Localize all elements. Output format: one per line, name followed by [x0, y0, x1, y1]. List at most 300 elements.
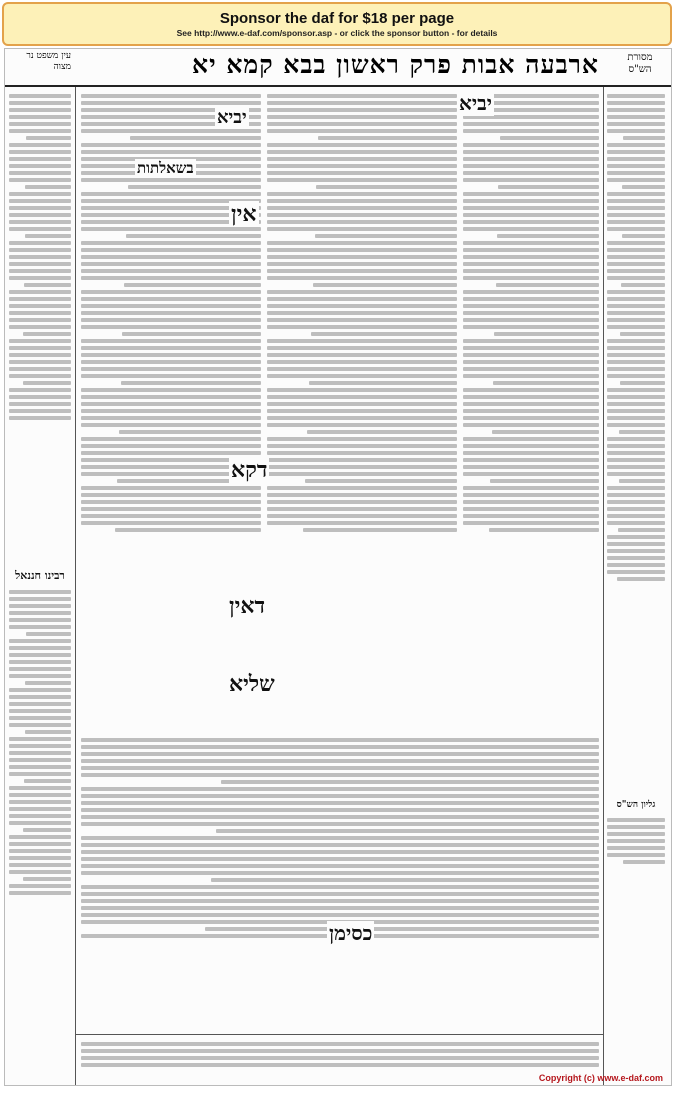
text-line — [267, 269, 457, 273]
text-line — [267, 465, 457, 469]
text-line — [617, 577, 665, 581]
text-line — [81, 150, 261, 154]
text-line — [81, 787, 599, 791]
text-line — [25, 234, 72, 238]
text-line — [115, 528, 261, 532]
footer-commentary — [81, 1039, 599, 1079]
text-line — [463, 220, 599, 224]
text-line — [9, 94, 71, 98]
text-line — [463, 276, 599, 280]
text-line — [607, 367, 665, 371]
text-line — [9, 590, 71, 594]
text-line — [607, 213, 665, 217]
text-line — [463, 451, 599, 455]
text-line — [9, 374, 71, 378]
page-header — [5, 49, 671, 87]
text-line — [607, 556, 665, 560]
text-line — [9, 835, 71, 839]
text-line — [81, 395, 261, 399]
text-line — [81, 367, 261, 371]
text-line — [81, 101, 261, 105]
text-line — [81, 808, 599, 812]
text-line — [607, 206, 665, 210]
text-line — [623, 860, 665, 864]
text-line — [267, 297, 457, 301]
text-line — [463, 206, 599, 210]
text-line — [607, 262, 665, 266]
text-line — [23, 332, 71, 336]
text-line — [267, 150, 457, 154]
text-line — [81, 409, 261, 413]
text-line — [9, 891, 71, 895]
text-line — [9, 604, 71, 608]
text-line — [9, 248, 71, 252]
text-line — [607, 115, 665, 119]
text-line — [463, 290, 599, 294]
text-line — [9, 751, 71, 755]
text-line — [463, 164, 599, 168]
text-line — [607, 402, 665, 406]
text-line — [267, 458, 457, 462]
text-line — [311, 332, 457, 336]
text-line — [607, 444, 665, 448]
text-line — [81, 493, 261, 497]
text-line — [267, 129, 457, 133]
text-line — [267, 437, 457, 441]
text-line — [9, 625, 71, 629]
text-line — [9, 772, 71, 776]
text-line — [81, 276, 261, 280]
text-line — [9, 737, 71, 741]
text-line — [607, 500, 665, 504]
text-line — [607, 164, 665, 168]
text-line — [267, 423, 457, 427]
text-line — [23, 381, 71, 385]
text-line — [623, 136, 665, 140]
text-line — [267, 451, 457, 455]
text-line — [267, 241, 457, 245]
text-line — [267, 374, 457, 378]
text-line — [267, 444, 457, 448]
text-line — [463, 178, 599, 182]
text-line — [463, 171, 599, 175]
text-line — [81, 1063, 599, 1067]
text-line — [81, 752, 599, 756]
text-line — [607, 311, 665, 315]
text-line — [607, 825, 665, 829]
text-line — [463, 157, 599, 161]
text-line — [620, 381, 665, 385]
text-line — [607, 839, 665, 843]
text-line — [9, 360, 71, 364]
text-line — [9, 611, 71, 615]
text-line — [267, 115, 457, 119]
text-line — [9, 129, 71, 133]
heading-dein: דאין — [229, 593, 266, 619]
text-line — [618, 528, 665, 532]
text-line — [607, 94, 665, 98]
text-line — [607, 192, 665, 196]
text-line — [494, 332, 599, 336]
text-line — [498, 185, 599, 189]
text-line — [463, 192, 599, 196]
text-line — [211, 878, 600, 882]
text-line — [9, 814, 71, 818]
text-line — [607, 521, 665, 525]
text-line — [9, 206, 71, 210]
text-line — [463, 248, 599, 252]
rashi-column — [463, 91, 599, 727]
text-line — [607, 304, 665, 308]
right-margin-rule — [603, 87, 604, 1086]
text-line — [81, 514, 261, 518]
text-line — [607, 395, 665, 399]
text-line — [607, 325, 665, 329]
sponsor-banner[interactable] — [2, 2, 672, 46]
text-line — [607, 493, 665, 497]
text-line — [81, 507, 261, 511]
text-line — [267, 213, 457, 217]
text-line — [607, 248, 665, 252]
text-line — [9, 688, 71, 692]
text-line — [607, 220, 665, 224]
text-line — [267, 493, 457, 497]
text-line — [607, 346, 665, 350]
text-line — [81, 290, 261, 294]
text-line — [9, 143, 71, 147]
heading-bishalot: בשאלתות — [137, 159, 194, 177]
text-line — [9, 346, 71, 350]
text-line — [9, 744, 71, 748]
text-line — [463, 423, 599, 427]
text-line — [463, 227, 599, 231]
tosafot-lower-block — [81, 735, 599, 1031]
text-line — [463, 297, 599, 301]
text-line — [9, 395, 71, 399]
text-line — [463, 318, 599, 322]
text-line — [81, 913, 599, 917]
text-line — [9, 723, 71, 727]
talmud-page — [4, 48, 672, 1086]
text-line — [81, 745, 599, 749]
text-line — [607, 227, 665, 231]
text-line — [9, 800, 71, 804]
text-line — [9, 318, 71, 322]
text-line — [128, 185, 261, 189]
tosafot-column — [81, 91, 261, 727]
text-line — [607, 339, 665, 343]
text-line — [124, 283, 261, 287]
text-line — [607, 388, 665, 392]
text-line — [607, 297, 665, 301]
text-line — [9, 863, 71, 867]
text-line — [607, 129, 665, 133]
text-line — [267, 367, 457, 371]
text-line — [607, 108, 665, 112]
text-line — [463, 360, 599, 364]
text-line — [607, 171, 665, 175]
text-line — [9, 108, 71, 112]
text-line — [492, 430, 599, 434]
footer-rule — [76, 1034, 603, 1035]
text-line — [607, 353, 665, 357]
text-line — [81, 451, 261, 455]
text-line — [26, 136, 71, 140]
text-line — [81, 444, 261, 448]
text-line — [463, 493, 599, 497]
text-line — [607, 255, 665, 259]
text-line — [267, 402, 457, 406]
text-line — [9, 157, 71, 161]
text-line — [81, 836, 599, 840]
gilyon-hashas-column — [607, 815, 665, 885]
text-line — [305, 479, 457, 483]
text-line — [607, 451, 665, 455]
text-line — [81, 241, 261, 245]
text-line — [267, 192, 457, 196]
text-line — [463, 213, 599, 217]
text-line — [463, 465, 599, 469]
text-line — [25, 185, 71, 189]
text-line — [9, 597, 71, 601]
text-line — [267, 178, 457, 182]
text-line — [463, 458, 599, 462]
text-line — [463, 367, 599, 371]
text-line — [9, 667, 71, 671]
text-line — [81, 500, 261, 504]
text-line — [81, 262, 261, 266]
text-line — [621, 283, 665, 287]
text-line — [81, 850, 599, 854]
text-line — [267, 206, 457, 210]
heading-yaviya-1: יביא — [459, 91, 492, 115]
text-line — [9, 388, 71, 392]
text-line — [81, 346, 261, 350]
text-line — [216, 829, 599, 833]
text-line — [607, 276, 665, 280]
text-line — [9, 339, 71, 343]
text-line — [607, 101, 665, 105]
text-line — [463, 255, 599, 259]
text-line — [463, 472, 599, 476]
rabbeinu-chananel-column — [9, 587, 71, 1027]
text-line — [81, 374, 261, 378]
text-line — [607, 143, 665, 147]
text-line — [81, 339, 261, 343]
text-line — [81, 178, 261, 182]
text-line — [267, 290, 457, 294]
text-line — [23, 828, 71, 832]
text-line — [9, 409, 71, 413]
text-line — [463, 374, 599, 378]
text-line — [81, 143, 261, 147]
heading-yaviya-2: יביא — [217, 107, 247, 128]
ein-mishpat-column — [9, 91, 71, 561]
text-line — [463, 129, 599, 133]
text-line — [619, 479, 665, 483]
text-line — [9, 325, 71, 329]
text-line — [463, 339, 599, 343]
text-line — [81, 227, 261, 231]
text-line — [9, 101, 71, 105]
text-line — [463, 409, 599, 413]
text-line — [463, 395, 599, 399]
text-line — [267, 353, 457, 357]
text-line — [81, 486, 261, 490]
text-line — [607, 269, 665, 273]
text-line — [267, 507, 457, 511]
text-line — [496, 283, 599, 287]
text-line — [463, 444, 599, 448]
text-line — [489, 528, 599, 532]
text-line — [81, 388, 261, 392]
text-line — [81, 1049, 599, 1053]
text-line — [81, 822, 599, 826]
text-line — [81, 759, 599, 763]
text-line — [607, 563, 665, 567]
text-line — [9, 115, 71, 119]
text-line — [81, 311, 261, 315]
heading-kesimon: כסימן — [329, 921, 373, 945]
text-line — [9, 807, 71, 811]
text-line — [607, 472, 665, 476]
text-line — [607, 423, 665, 427]
text-line — [607, 157, 665, 161]
sponsor-banner-subtitle: See http://www.e-daf.com/sponsor.asp - or click the sponsor button - for details — [176, 28, 498, 38]
text-line — [81, 297, 261, 301]
text-line — [267, 346, 457, 350]
text-line — [81, 843, 599, 847]
text-line — [267, 255, 457, 259]
text-line — [267, 500, 457, 504]
text-line — [81, 325, 261, 329]
text-line — [81, 815, 599, 819]
text-line — [607, 514, 665, 518]
text-line — [267, 122, 457, 126]
text-line — [607, 199, 665, 203]
text-line — [267, 521, 457, 525]
text-line — [9, 262, 71, 266]
text-line — [607, 486, 665, 490]
text-line — [267, 248, 457, 252]
text-line — [607, 549, 665, 553]
text-line — [607, 818, 665, 822]
text-line — [9, 793, 71, 797]
text-line — [81, 864, 599, 868]
text-line — [607, 832, 665, 836]
text-line — [81, 885, 599, 889]
text-line — [81, 1042, 599, 1046]
text-line — [9, 695, 71, 699]
text-line — [9, 821, 71, 825]
text-line — [622, 185, 665, 189]
text-line — [9, 122, 71, 126]
text-line — [9, 884, 71, 888]
text-line — [267, 472, 457, 476]
text-line — [309, 381, 457, 385]
text-line — [9, 311, 71, 315]
text-line — [9, 674, 71, 678]
text-line — [81, 871, 599, 875]
text-line — [267, 262, 457, 266]
text-line — [267, 143, 457, 147]
text-line — [607, 465, 665, 469]
text-line — [81, 437, 261, 441]
text-line — [463, 507, 599, 511]
text-line — [313, 283, 457, 287]
text-line — [463, 311, 599, 315]
text-line — [267, 94, 457, 98]
text-line — [500, 136, 599, 140]
text-line — [221, 780, 599, 784]
text-line — [130, 136, 261, 140]
text-line — [81, 857, 599, 861]
text-line — [25, 730, 72, 734]
text-line — [9, 353, 71, 357]
text-line — [607, 853, 665, 857]
text-line — [267, 311, 457, 315]
text-line — [607, 290, 665, 294]
text-line — [81, 801, 599, 805]
text-line — [9, 639, 71, 643]
text-line — [607, 458, 665, 462]
text-line — [318, 136, 457, 140]
text-line — [607, 416, 665, 420]
text-line — [9, 842, 71, 846]
text-line — [24, 779, 71, 783]
text-line — [9, 660, 71, 664]
text-line — [9, 290, 71, 294]
rabbeinu-chananel-heading: רבינו חננאל — [9, 569, 71, 582]
text-line — [81, 899, 599, 903]
text-line — [493, 381, 599, 385]
text-line — [81, 906, 599, 910]
text-line — [267, 339, 457, 343]
text-line — [119, 430, 261, 434]
text-line — [9, 255, 71, 259]
heading-shela: שליא — [229, 671, 275, 697]
text-line — [81, 269, 261, 273]
text-line — [122, 332, 261, 336]
text-line — [81, 766, 599, 770]
text-line — [463, 262, 599, 266]
text-line — [81, 360, 261, 364]
text-line — [267, 409, 457, 413]
text-line — [9, 856, 71, 860]
text-line — [9, 416, 71, 420]
text-line — [607, 570, 665, 574]
text-line — [463, 402, 599, 406]
text-line — [267, 486, 457, 490]
text-line — [607, 535, 665, 539]
text-line — [267, 395, 457, 399]
text-line — [307, 430, 457, 434]
text-line — [9, 653, 71, 657]
text-line — [607, 374, 665, 378]
text-line — [267, 157, 457, 161]
text-line — [9, 199, 71, 203]
text-line — [9, 178, 71, 182]
sponsor-banner-title: Sponsor the daf for $18 per page — [219, 10, 455, 27]
text-line — [463, 514, 599, 518]
text-line — [81, 129, 261, 133]
text-line — [303, 528, 457, 532]
gilyon-hashas-heading: גליון הש"ס — [607, 799, 665, 810]
text-line — [267, 318, 457, 322]
text-line — [463, 304, 599, 308]
text-line — [81, 318, 261, 322]
text-line — [9, 276, 71, 280]
